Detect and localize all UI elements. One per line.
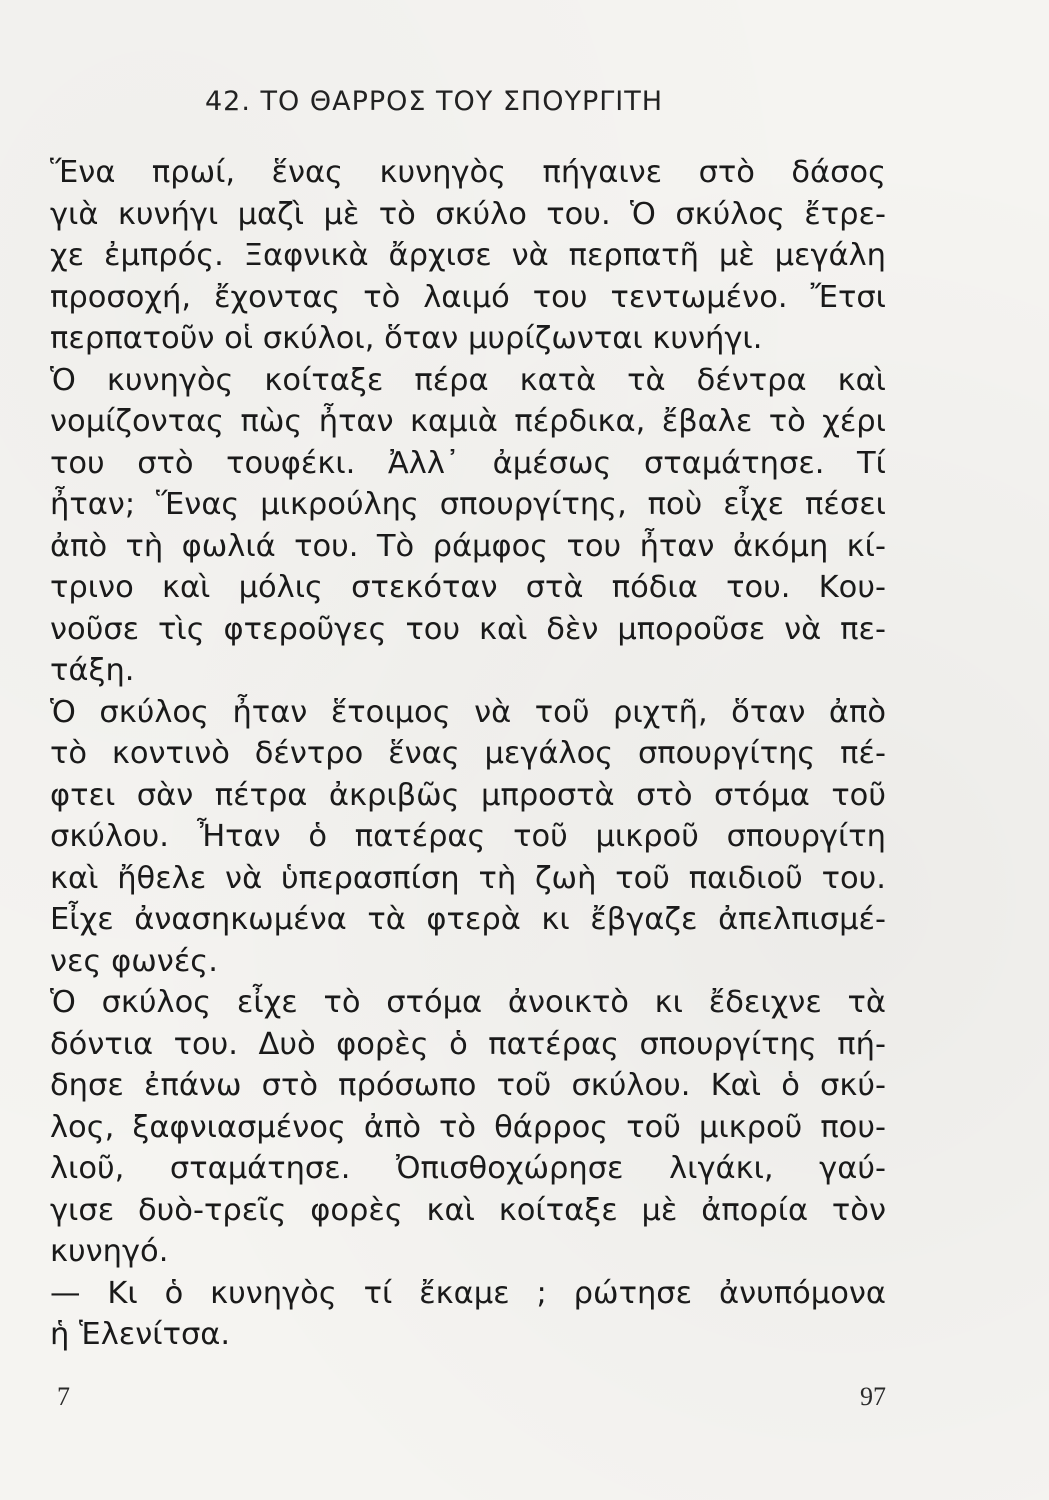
text-line: λος, ξαφνιασμένος ἀπὸ τὸ θάρρος τοῦ μικροῦ που- [50, 1109, 886, 1145]
text-line: — Κι ὁ κυνηγὸς τί ἔκαμε ; ρώτησε ἀνυπόμονα [50, 1275, 886, 1311]
text-line: νομίζοντας πὼς ἦταν καμιὰ πέρδικα, ἔβαλε τὸ χέρι [50, 404, 886, 439]
text-line: του στὸ τουφέκι. Ἀλλ᾽ ἀμέσως σταμάτησε. Τί [50, 445, 886, 481]
text-line: λιοῦ, σταμάτησε. Ὀπισθοχώρησε λιγάκι, γαύ- [50, 1151, 886, 1186]
text-line: φτει σὰν πέτρα ἀκριβῶς μπροστὰ στὸ στόμα τοῦ [50, 777, 886, 813]
text-line: νες φωνές. [50, 943, 218, 979]
text-line: καὶ ἤθελε νὰ ὑπερασπίση τὴ ζωὴ τοῦ παιδιοῦ του. [50, 860, 886, 896]
text-line: Ὁ κυνηγὸς κοίταξε πέρα κατὰ τὰ δέντρα καὶ [50, 362, 886, 398]
chapter-title: 42. ΤΟ ΘΑΡΡΟΣ ΤΟΥ ΣΠΟΥΡΓΙΤΗ [205, 86, 664, 117]
text-line: δόντια του. Δυὸ φορὲς ὁ πατέρας σπουργίτης πή- [50, 1026, 886, 1062]
page-number-left: 7 [57, 1382, 70, 1411]
text-line: σκύλου. Ἦταν ὁ πατέρας τοῦ μικροῦ σπουργίτη [50, 819, 886, 854]
text-line: ἀπὸ τὴ φωλιά του. Τὸ ράμφος του ἦταν ἀκόμη κί- [50, 528, 886, 564]
text-line: νοῦσε τὶς φτεροῦγες του καὶ δὲν μποροῦσε νὰ πε- [50, 611, 886, 647]
text-line: χε ἐμπρός. Ξαφνικὰ ἄρχισε νὰ περπατῆ μὲ μεγάλη [50, 238, 886, 273]
text-line: περπατοῦν οἱ σκύλοι, ὅταν μυρίζωνται κυνήγι. [50, 321, 763, 356]
body-text [50, 152, 886, 1356]
text-line: Εἶχε ἀνασηκωμένα τὰ φτερὰ κι ἔβγαζε ἀπελπισμέ- [50, 902, 886, 937]
text-line: Ὁ σκύλος ἦταν ἕτοιμος νὰ τοῦ ριχτῆ, ὅταν ἀπὸ [50, 694, 886, 730]
text-line: γιὰ κυνήγι μαζὶ μὲ τὸ σκύλο του. Ὁ σκύλος ἔτρε- [50, 196, 886, 232]
text-line: Ὁ σκύλος εἶχε τὸ στόμα ἀνοικτὸ κι ἔδειχνε τὰ [50, 985, 886, 1020]
text-line: προσοχή, ἔχοντας τὸ λαιμό του τεντωμένο. Ἔτσι [50, 279, 886, 315]
page-number-right: 97 [860, 1382, 886, 1411]
text-line: τὸ κοντινὸ δέντρο ἕνας μεγάλος σπουργίτης πέ- [50, 736, 886, 771]
text-line: ἡ Ἑλενίτσα. [50, 1317, 231, 1352]
text-line: Ἕνα πρωί, ἕνας κυνηγὸς πήγαινε στὸ δάσος [50, 155, 886, 190]
text-line: ἦταν; Ἕνας μικρούλης σπουργίτης, ποὺ εἶχε πέσει [50, 487, 886, 522]
text-line: τάξη. [50, 653, 135, 688]
text-line: δησε ἐπάνω στὸ πρόσωπο τοῦ σκύλου. Καὶ ὁ σκύ- [50, 1068, 886, 1103]
text-line: τρινο καὶ μόλις στεκόταν στὰ πόδια του. Κου- [50, 570, 886, 605]
text-line: κυνηγό. [50, 1234, 169, 1269]
text-line: γισε δυὸ-τρεῖς φορὲς καὶ κοίταξε μὲ ἀπορία τὸν [50, 1192, 886, 1228]
